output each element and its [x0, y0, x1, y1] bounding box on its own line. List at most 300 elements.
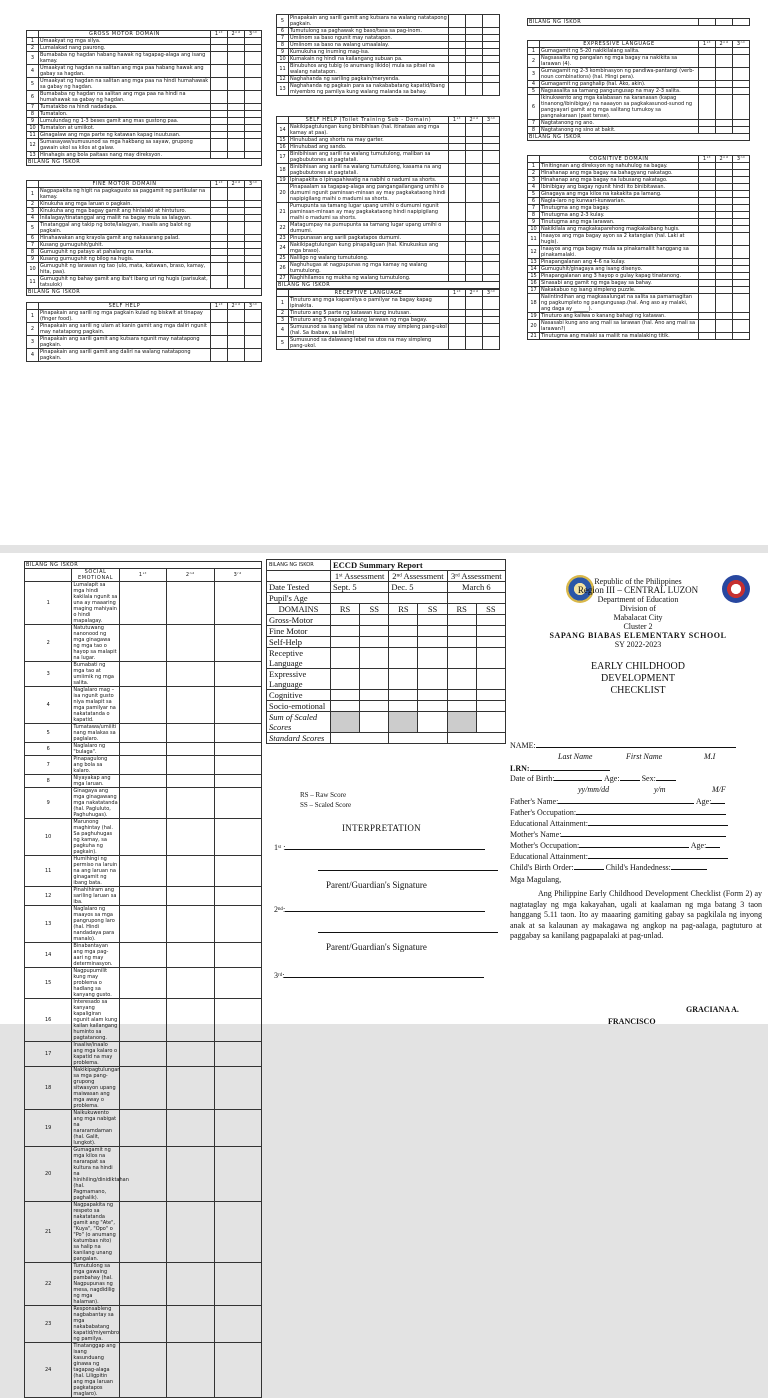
score-cell[interactable] — [119, 943, 166, 968]
score-cell[interactable] — [119, 819, 166, 856]
score-cell[interactable] — [245, 215, 262, 222]
score-cell[interactable] — [449, 63, 466, 76]
score-cell[interactable] — [167, 724, 214, 743]
score-cell[interactable] — [733, 191, 750, 198]
score-cell[interactable] — [245, 118, 262, 125]
score-cell[interactable] — [228, 78, 245, 91]
score-cell[interactable] — [211, 310, 228, 323]
score-cell[interactable] — [483, 137, 500, 144]
score-cell[interactable] — [699, 313, 716, 320]
domain-score-cell[interactable] — [360, 637, 389, 648]
score-cell[interactable] — [733, 246, 750, 259]
score-cell[interactable] — [214, 887, 261, 906]
score-cell[interactable] — [449, 124, 466, 137]
domain-score-cell[interactable] — [418, 701, 447, 712]
score-cell[interactable] — [449, 184, 466, 203]
score-cell[interactable] — [699, 163, 716, 170]
score-cell[interactable] — [466, 324, 483, 337]
score-cell[interactable] — [211, 91, 228, 104]
domain-score-cell[interactable] — [476, 615, 505, 626]
score-cell[interactable] — [733, 68, 750, 81]
score-cell[interactable] — [211, 45, 228, 52]
score-cell[interactable] — [245, 52, 262, 65]
score-cell[interactable] — [466, 144, 483, 151]
score-cell[interactable] — [211, 222, 228, 235]
score-cell[interactable] — [214, 999, 261, 1042]
score-cell[interactable] — [716, 313, 733, 320]
score-cell[interactable] — [466, 56, 483, 63]
score-cell[interactable] — [211, 38, 228, 45]
score-cell[interactable] — [733, 170, 750, 177]
score-cell[interactable] — [466, 63, 483, 76]
score-cell[interactable] — [733, 280, 750, 287]
score-cell[interactable] — [449, 203, 466, 222]
score-cell[interactable] — [449, 28, 466, 35]
score-cell[interactable] — [733, 48, 750, 55]
score-cell[interactable] — [699, 95, 716, 120]
score-cell[interactable] — [466, 310, 483, 317]
score-cell[interactable] — [119, 1067, 166, 1110]
domain-score-cell[interactable] — [418, 637, 447, 648]
score-cell[interactable] — [214, 582, 261, 625]
domain-score-cell[interactable] — [476, 626, 505, 637]
score-cell[interactable] — [214, 625, 261, 662]
score-cell[interactable] — [119, 968, 166, 999]
score-cell[interactable] — [466, 242, 483, 255]
score-cell[interactable] — [466, 76, 483, 83]
score-cell[interactable] — [167, 1202, 214, 1263]
score-cell[interactable] — [228, 263, 245, 276]
score-cell[interactable] — [167, 1147, 214, 1202]
score-cell[interactable] — [167, 856, 214, 887]
score-cell[interactable] — [211, 78, 228, 91]
score-cell[interactable] — [228, 125, 245, 132]
domain-score-cell[interactable] — [360, 701, 389, 712]
score-cell[interactable] — [211, 349, 228, 362]
score-cell[interactable] — [466, 203, 483, 222]
domain-score-cell[interactable] — [418, 626, 447, 637]
score-cell[interactable] — [449, 137, 466, 144]
score-cell[interactable] — [716, 280, 733, 287]
score-cell[interactable] — [167, 775, 214, 788]
score-cell[interactable] — [699, 280, 716, 287]
score-cell[interactable] — [211, 336, 228, 349]
score-cell[interactable] — [449, 42, 466, 49]
score-cell[interactable] — [716, 127, 733, 134]
score-cell[interactable] — [214, 1067, 261, 1110]
score-cell[interactable] — [733, 259, 750, 266]
score-cell[interactable] — [716, 48, 733, 55]
score-cell[interactable] — [483, 337, 500, 350]
score-cell[interactable] — [245, 78, 262, 91]
score-cell[interactable] — [699, 177, 716, 184]
score-cell[interactable] — [245, 336, 262, 349]
score-cell[interactable] — [699, 226, 716, 233]
score-cell[interactable] — [214, 906, 261, 943]
score-cell[interactable] — [449, 56, 466, 63]
domain-score-cell[interactable] — [360, 669, 389, 690]
score-cell[interactable] — [716, 81, 733, 88]
score-cell[interactable] — [733, 273, 750, 280]
score-cell[interactable] — [449, 15, 466, 28]
score-cell[interactable] — [483, 42, 500, 49]
score-cell[interactable] — [245, 263, 262, 276]
score-cell[interactable] — [466, 275, 483, 282]
score-cell[interactable] — [245, 256, 262, 263]
score-cell[interactable] — [699, 205, 716, 212]
score-cell[interactable] — [733, 163, 750, 170]
score-cell[interactable] — [245, 323, 262, 336]
score-cell[interactable] — [716, 177, 733, 184]
score-cell[interactable] — [228, 45, 245, 52]
score-cell[interactable] — [699, 273, 716, 280]
score-cell[interactable] — [716, 184, 733, 191]
score-cell[interactable] — [699, 127, 716, 134]
score-cell[interactable] — [214, 743, 261, 756]
score-cell[interactable] — [699, 81, 716, 88]
domain-score-cell[interactable] — [447, 669, 476, 690]
score-cell[interactable] — [214, 687, 261, 724]
score-cell[interactable] — [228, 222, 245, 235]
score-cell[interactable] — [466, 49, 483, 56]
domain-score-cell[interactable] — [476, 690, 505, 701]
score-cell[interactable] — [483, 177, 500, 184]
score-cell[interactable] — [214, 1110, 261, 1147]
score-cell[interactable] — [716, 287, 733, 294]
score-cell[interactable] — [167, 906, 214, 943]
score-cell[interactable] — [716, 55, 733, 68]
domain-score-cell[interactable] — [389, 701, 418, 712]
score-cell[interactable] — [167, 819, 214, 856]
score-cell[interactable] — [211, 323, 228, 336]
score-cell[interactable] — [483, 63, 500, 76]
score-cell[interactable] — [211, 111, 228, 118]
domain-score-cell[interactable] — [331, 648, 360, 669]
score-cell[interactable] — [119, 1110, 166, 1147]
score-cell[interactable] — [119, 856, 166, 887]
score-cell[interactable] — [119, 1306, 166, 1343]
score-cell[interactable] — [483, 28, 500, 35]
score-cell[interactable] — [245, 235, 262, 242]
score-cell[interactable] — [228, 323, 245, 336]
score-cell[interactable] — [483, 151, 500, 164]
score-cell[interactable] — [167, 582, 214, 625]
domain-score-cell[interactable] — [331, 637, 360, 648]
domain-score-cell[interactable] — [418, 615, 447, 626]
score-cell[interactable] — [228, 208, 245, 215]
score-cell[interactable] — [245, 249, 262, 256]
score-cell[interactable] — [211, 276, 228, 289]
score-cell[interactable] — [245, 45, 262, 52]
score-cell[interactable] — [716, 170, 733, 177]
score-cell[interactable] — [167, 743, 214, 756]
score-cell[interactable] — [733, 219, 750, 226]
score-cell[interactable] — [119, 788, 166, 819]
score-cell[interactable] — [228, 188, 245, 201]
score-cell[interactable] — [228, 91, 245, 104]
score-cell[interactable] — [119, 887, 166, 906]
domain-score-cell[interactable] — [360, 626, 389, 637]
score-cell[interactable] — [167, 1343, 214, 1398]
domain-score-cell[interactable] — [360, 648, 389, 669]
score-cell[interactable] — [228, 235, 245, 242]
score-cell[interactable] — [119, 999, 166, 1042]
score-cell[interactable] — [167, 968, 214, 999]
score-cell[interactable] — [733, 212, 750, 219]
score-cell[interactable] — [245, 188, 262, 201]
score-cell[interactable] — [214, 1042, 261, 1067]
score-cell[interactable] — [733, 233, 750, 246]
score-cell[interactable] — [449, 151, 466, 164]
score-cell[interactable] — [483, 235, 500, 242]
score-cell[interactable] — [228, 152, 245, 159]
score-cell[interactable] — [716, 163, 733, 170]
score-cell[interactable] — [699, 68, 716, 81]
domain-score-cell[interactable] — [389, 637, 418, 648]
score-cell[interactable] — [228, 38, 245, 45]
score-cell[interactable] — [733, 266, 750, 273]
score-cell[interactable] — [245, 222, 262, 235]
domain-score-cell[interactable] — [331, 669, 360, 690]
score-cell[interactable] — [699, 184, 716, 191]
score-cell[interactable] — [716, 205, 733, 212]
score-cell[interactable] — [483, 203, 500, 222]
score-cell[interactable] — [483, 76, 500, 83]
score-cell[interactable] — [699, 170, 716, 177]
domain-score-cell[interactable] — [447, 615, 476, 626]
score-cell[interactable] — [245, 201, 262, 208]
score-cell[interactable] — [211, 208, 228, 215]
score-cell[interactable] — [245, 38, 262, 45]
score-cell[interactable] — [483, 49, 500, 56]
score-cell[interactable] — [466, 222, 483, 235]
score-cell[interactable] — [716, 246, 733, 259]
score-cell[interactable] — [466, 28, 483, 35]
score-cell[interactable] — [483, 184, 500, 203]
score-cell[interactable] — [483, 15, 500, 28]
domain-score-cell[interactable] — [476, 669, 505, 690]
score-cell[interactable] — [211, 104, 228, 111]
score-cell[interactable] — [716, 198, 733, 205]
score-cell[interactable] — [167, 1110, 214, 1147]
score-cell[interactable] — [211, 132, 228, 139]
score-cell[interactable] — [228, 242, 245, 249]
score-cell[interactable] — [449, 83, 466, 96]
score-cell[interactable] — [466, 337, 483, 350]
score-cell[interactable] — [733, 287, 750, 294]
score-cell[interactable] — [119, 662, 166, 687]
score-cell[interactable] — [449, 317, 466, 324]
score-cell[interactable] — [167, 1263, 214, 1306]
score-cell[interactable] — [211, 125, 228, 132]
score-cell[interactable] — [119, 775, 166, 788]
score-cell[interactable] — [716, 294, 733, 313]
score-cell[interactable] — [211, 65, 228, 78]
domain-score-cell[interactable] — [331, 690, 360, 701]
score-cell[interactable] — [483, 222, 500, 235]
domain-score-cell[interactable] — [360, 615, 389, 626]
score-cell[interactable] — [699, 320, 716, 333]
score-cell[interactable] — [211, 188, 228, 201]
domain-score-cell[interactable] — [418, 648, 447, 669]
score-cell[interactable] — [214, 724, 261, 743]
score-cell[interactable] — [245, 208, 262, 215]
score-cell[interactable] — [466, 235, 483, 242]
score-cell[interactable] — [245, 276, 262, 289]
score-cell[interactable] — [119, 724, 166, 743]
score-cell[interactable] — [699, 259, 716, 266]
score-cell[interactable] — [245, 242, 262, 249]
score-cell[interactable] — [466, 297, 483, 310]
score-cell[interactable] — [214, 968, 261, 999]
score-cell[interactable] — [483, 242, 500, 255]
score-cell[interactable] — [699, 266, 716, 273]
score-cell[interactable] — [466, 164, 483, 177]
score-cell[interactable] — [733, 198, 750, 205]
score-cell[interactable] — [211, 139, 228, 152]
score-cell[interactable] — [483, 144, 500, 151]
score-cell[interactable] — [211, 235, 228, 242]
score-cell[interactable] — [245, 65, 262, 78]
domain-score-cell[interactable] — [447, 637, 476, 648]
score-cell[interactable] — [699, 219, 716, 226]
score-cell[interactable] — [167, 999, 214, 1042]
score-cell[interactable] — [733, 55, 750, 68]
score-cell[interactable] — [699, 294, 716, 313]
score-cell[interactable] — [449, 337, 466, 350]
score-cell[interactable] — [228, 139, 245, 152]
score-cell[interactable] — [733, 294, 750, 313]
score-cell[interactable] — [733, 177, 750, 184]
score-cell[interactable] — [716, 120, 733, 127]
score-cell[interactable] — [214, 1147, 261, 1202]
score-cell[interactable] — [483, 262, 500, 275]
score-cell[interactable] — [228, 276, 245, 289]
score-cell[interactable] — [449, 324, 466, 337]
score-cell[interactable] — [214, 1306, 261, 1343]
score-cell[interactable] — [483, 297, 500, 310]
score-cell[interactable] — [716, 226, 733, 233]
score-cell[interactable] — [466, 177, 483, 184]
score-cell[interactable] — [449, 49, 466, 56]
score-cell[interactable] — [167, 943, 214, 968]
score-cell[interactable] — [716, 333, 733, 340]
score-cell[interactable] — [228, 336, 245, 349]
domain-score-cell[interactable] — [447, 626, 476, 637]
score-cell[interactable] — [449, 255, 466, 262]
score-cell[interactable] — [119, 582, 166, 625]
score-cell[interactable] — [228, 215, 245, 222]
score-cell[interactable] — [466, 124, 483, 137]
score-cell[interactable] — [733, 95, 750, 120]
domain-score-cell[interactable] — [447, 648, 476, 669]
score-cell[interactable] — [211, 118, 228, 125]
score-cell[interactable] — [733, 333, 750, 340]
score-cell[interactable] — [733, 81, 750, 88]
score-cell[interactable] — [716, 233, 733, 246]
score-cell[interactable] — [733, 205, 750, 212]
score-cell[interactable] — [245, 104, 262, 111]
score-cell[interactable] — [483, 310, 500, 317]
score-cell[interactable] — [245, 125, 262, 132]
score-cell[interactable] — [449, 222, 466, 235]
score-cell[interactable] — [211, 249, 228, 256]
score-cell[interactable] — [483, 124, 500, 137]
domain-score-cell[interactable] — [476, 648, 505, 669]
score-cell[interactable] — [228, 65, 245, 78]
score-cell[interactable] — [119, 1147, 166, 1202]
score-cell[interactable] — [449, 235, 466, 242]
score-cell[interactable] — [214, 819, 261, 856]
domain-score-cell[interactable] — [360, 690, 389, 701]
score-cell[interactable] — [228, 52, 245, 65]
score-cell[interactable] — [699, 55, 716, 68]
score-cell[interactable] — [449, 35, 466, 42]
score-cell[interactable] — [733, 313, 750, 320]
score-cell[interactable] — [214, 943, 261, 968]
score-cell[interactable] — [228, 104, 245, 111]
domain-score-cell[interactable] — [476, 637, 505, 648]
score-cell[interactable] — [167, 687, 214, 724]
score-cell[interactable] — [167, 756, 214, 775]
score-cell[interactable] — [466, 151, 483, 164]
score-cell[interactable] — [716, 212, 733, 219]
score-cell[interactable] — [733, 226, 750, 233]
score-cell[interactable] — [214, 1343, 261, 1398]
score-cell[interactable] — [245, 139, 262, 152]
domain-score-cell[interactable] — [418, 690, 447, 701]
score-cell[interactable] — [733, 184, 750, 191]
score-cell[interactable] — [483, 324, 500, 337]
score-cell[interactable] — [716, 88, 733, 95]
score-cell[interactable] — [228, 132, 245, 139]
score-cell[interactable] — [167, 662, 214, 687]
score-cell[interactable] — [449, 177, 466, 184]
score-cell[interactable] — [699, 287, 716, 294]
domain-score-cell[interactable] — [389, 615, 418, 626]
score-cell[interactable] — [699, 212, 716, 219]
score-cell[interactable] — [466, 42, 483, 49]
domain-score-cell[interactable] — [331, 701, 360, 712]
score-cell[interactable] — [716, 273, 733, 280]
score-cell[interactable] — [167, 1042, 214, 1067]
domain-score-cell[interactable] — [418, 669, 447, 690]
domain-score-cell[interactable] — [331, 626, 360, 637]
domain-score-cell[interactable] — [389, 669, 418, 690]
score-cell[interactable] — [466, 255, 483, 262]
score-cell[interactable] — [449, 275, 466, 282]
score-cell[interactable] — [211, 152, 228, 159]
score-cell[interactable] — [119, 743, 166, 756]
score-cell[interactable] — [119, 1042, 166, 1067]
score-cell[interactable] — [119, 687, 166, 724]
score-cell[interactable] — [228, 349, 245, 362]
score-cell[interactable] — [466, 137, 483, 144]
score-cell[interactable] — [449, 144, 466, 151]
score-cell[interactable] — [466, 262, 483, 275]
score-cell[interactable] — [245, 111, 262, 118]
score-cell[interactable] — [211, 256, 228, 263]
score-cell[interactable] — [214, 662, 261, 687]
score-cell[interactable] — [211, 215, 228, 222]
score-cell[interactable] — [245, 91, 262, 104]
score-cell[interactable] — [716, 266, 733, 273]
score-cell[interactable] — [228, 310, 245, 323]
score-cell[interactable] — [716, 191, 733, 198]
score-cell[interactable] — [699, 88, 716, 95]
score-cell[interactable] — [214, 788, 261, 819]
score-cell[interactable] — [466, 184, 483, 203]
